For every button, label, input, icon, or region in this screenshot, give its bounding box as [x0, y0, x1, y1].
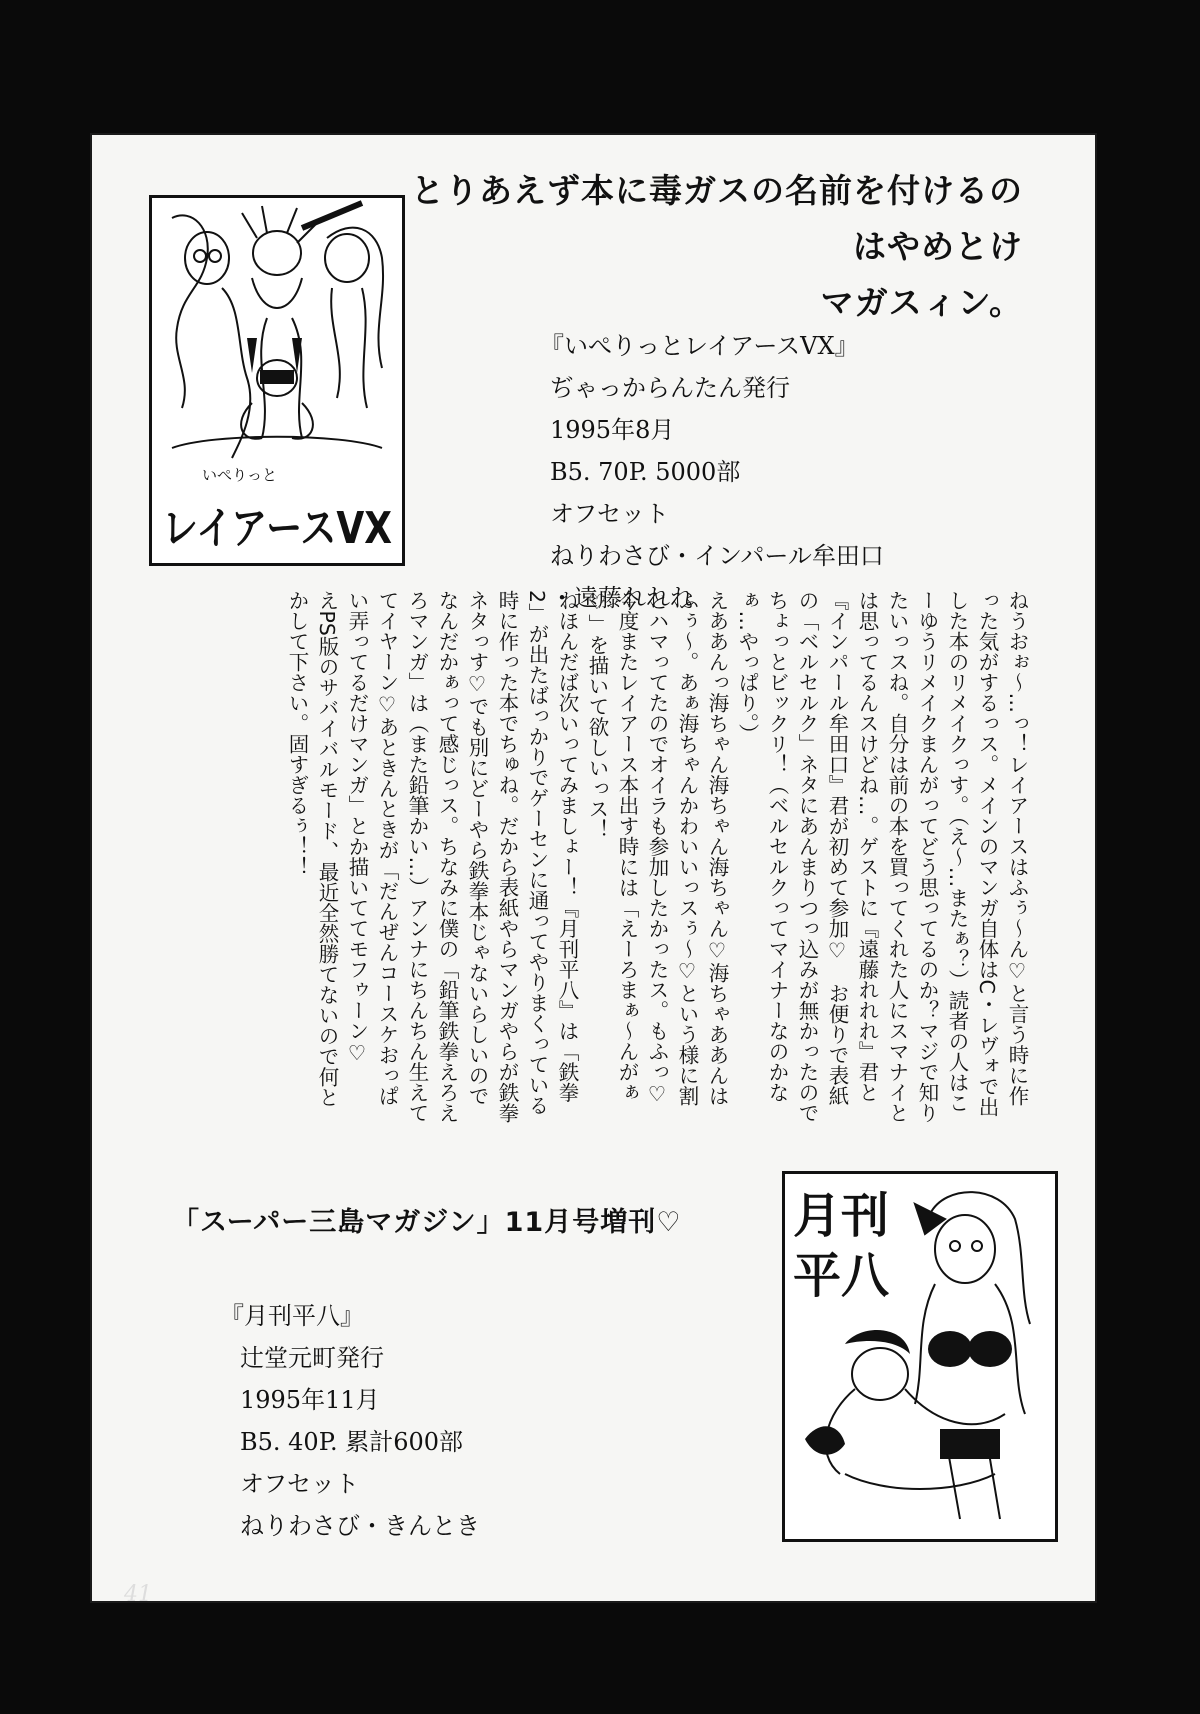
- headline-line-2: マガスィン。: [820, 283, 1023, 322]
- cover-illustration-layearth: [152, 198, 402, 563]
- book1-title: 『いぺりっとレイアースVX』: [540, 332, 859, 360]
- book1-authors-1: ねりわさび・インパール牟田口: [550, 542, 884, 570]
- book2-spec: B5. 40P. 累計600部: [240, 1428, 464, 1456]
- page-number: 41: [124, 1582, 152, 1607]
- cover2-title-line-1: 月刊: [793, 1188, 890, 1244]
- issue-title: 「スーパー三島マガジン」11月号増刊♡: [172, 1207, 682, 1238]
- cover-image-heihachi: [782, 1171, 1058, 1542]
- column-text: [162, 590, 1032, 1125]
- book1-print: オフセット: [550, 500, 670, 528]
- column-paragraph-3: ねほんだば次いってみましょー！『月刊平八』は「鉄拳2」が出たばっかりでゲーセンに通ってやりまくっている時に作った本でちゅね。だから表紙やらマンガやらが鉄拳ネタっす♡でも別にどーやら鉄拳本じゃないらしいのでなんだかぁって感じっス。ちなみに僕の「鉛筆鉄拳えろえろマンガ」は（また鉛筆かい…）アンナにちんちん生えててイヤーン♡あときんときが「だんぜんコースケおっぱい弄ってるだけマンガ」とか描いててモフゥーン♡: [345, 590, 579, 1123]
- book2-title: 『月刊平八』: [220, 1302, 364, 1330]
- book1-publisher: ぢゃっからんたん発行: [550, 374, 790, 402]
- page: [90, 133, 1097, 1603]
- cover-image-layearth: [149, 195, 405, 566]
- book2-publisher: 辻堂元町発行: [240, 1344, 384, 1372]
- book2-print: オフセット: [240, 1470, 360, 1498]
- column-paragraph-2: えああんっ海ちゃん海ちゃん海ちゃん♡海ちゃああんはふぅ～。あぁ海ちゃんかわいいっスぅ～♡という様に割とハマってたのでオイラも参加したかったス。もふっ♡今度またレイアース本出す時には「えーろまぁ～んがぁ♡」を描いて欲しいっス！: [585, 590, 729, 1106]
- book1-spec: B5. 70P. 5000部: [550, 458, 741, 486]
- book2-info: [220, 1295, 480, 1547]
- column-paragraph-1: ねうおぉ～…っ！レイアースはふぅ～ん♡と言う時に作った気がするっス。メインのマンガ自体はC・レヴォで出した本のリメイクっす。（え～…またぁ？）読者の人はこーゆうリメイクまんがってどう思ってるのか？マジで知りたいっスね。自分は前の本を買ってくれた人にスマナイとは思ってるんスけどね…。ゲストに『遠藤れれれ』君と『インパール牟田口』君が初めて参加♡ お便りで表紙の「ベルセルク」ネタにあんまりつっ込みが無かったのでちょっとビックリ！（ベルセルクってマイナーなのかなぁ…やっぱり。）: [735, 590, 1029, 1123]
- cover-small-text: いぺりっと: [202, 466, 278, 484]
- cover2-title-line-2: 平八: [793, 1248, 890, 1304]
- cover-illustration-heihachi: [785, 1174, 1055, 1539]
- headline: [403, 163, 1023, 331]
- headline-line-1: とりあえず本に毒ガスの名前を付けるのはやめとけ: [411, 171, 1023, 266]
- column-paragraph-4: えPS版のサバイバルモード、最近全然勝てないので何とかして下さい。固すぎるぅ！！: [285, 590, 339, 1108]
- book2-date: 1995年11月: [240, 1386, 380, 1414]
- book1-authors-2: ・遠藤れれれ: [550, 584, 694, 612]
- book1-info: [540, 325, 884, 619]
- book1-date: 1995年8月: [550, 416, 675, 444]
- cover-title-text: レイアースVX: [162, 503, 393, 554]
- book2-authors: ねりわさび・きんとき: [240, 1512, 480, 1540]
